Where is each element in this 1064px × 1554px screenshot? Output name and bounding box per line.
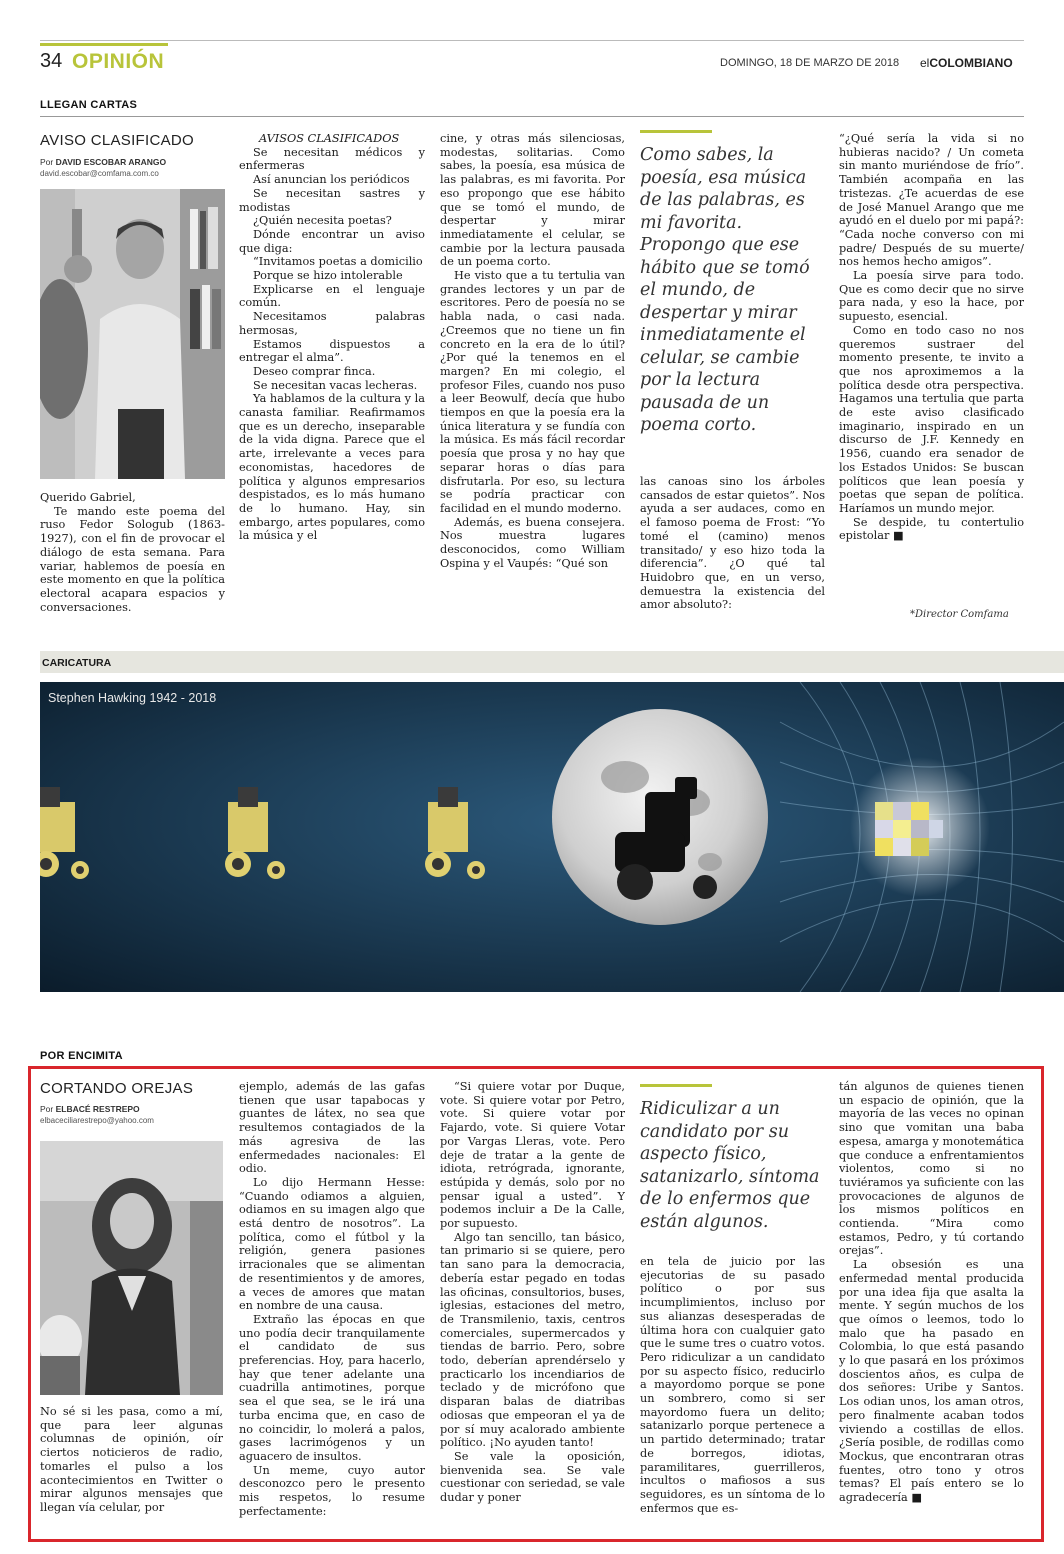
poem-line: Se necesitan vacas lecheras. — [253, 378, 418, 392]
byline-prefix: Por — [40, 1104, 56, 1114]
letters-paragraph: Como en todo caso no nos queremos sustraer del momento presente, te invito a que nos aproximemos a la política desde otra perspectiva. Hagamos una tertulia que parta de este aviso clasificado imaginario, inspirado en un discurso de J.F. Kennedy en 1956, cuando era senador de los Estados Unidos: Se buscan políticos que lean poesía y poetas que sepan de política. Haríamos un mundo mejor. — [839, 323, 1024, 515]
caricature-band — [40, 651, 1064, 673]
column2-author: ELBACÉ RESTREPO — [55, 1104, 140, 1114]
poem-line: ¿Quién necesita poetas? — [253, 214, 392, 228]
poem-line: Así anuncian los periódicos — [253, 173, 410, 187]
column2-col5 — [839, 1080, 1024, 1532]
newspaper-brand — [920, 56, 1013, 70]
letters-byline — [40, 157, 166, 167]
letters-rule — [40, 116, 1024, 117]
letters-paragraph: Ya hablamos de la cultura y la canasta familiar. Reafirmamos que es un derecho, inseparable de la vida digna. Parece que el arte, irrelevante a veces para economistas, hacedores de política y algunos empresarios despistados, es lo más humano de lo humano. Hay, sin embargo, artes populares, como la música y el — [239, 392, 425, 543]
poem-line: Estamos dispuestos a entregar el alma”. — [239, 337, 425, 365]
letters-col1-p1: Querido Gabriel, — [40, 491, 136, 504]
letters-kicker: LLEGAN CARTAS — [40, 99, 138, 111]
caricature-image — [40, 682, 1064, 992]
column2-byline — [40, 1104, 140, 1114]
letters-paragraph: “¿Qué sería la vida si no hubieras nacido? / Un cometa sin manto muriéndose de frío”. También acompaña en las tristezas. ¿Te acuerdas de ese de José Manuel Arango que me ayudó en el duelo por mi papá?: “Cada noche converso con mi padre/ Después de su muerte/ nos hemos hecho amigos”. — [839, 132, 1024, 269]
letters-col4 — [640, 475, 825, 625]
letters-email: david.escobar@comfama.com.co — [40, 169, 159, 178]
poem-line: Explicarse en el lenguaje común. — [239, 282, 425, 310]
author-photo-david — [40, 189, 225, 479]
letters-col5 — [839, 132, 1024, 612]
letters-paragraph: Además, es buena consejera. Nos muestra lugares desconocidos, como William Ospina y el Vaupés: “Qué son — [440, 515, 625, 570]
column2-paragraph: Extraño las épocas en que uno podía decir tranquilamente el candidato de sus preferencias. Hoy, para hacerlo, hay que tener adelante una cuadrilla antimotines, porque sea el que sea, se le irá una turba encima que, en caso de no coincidir, lo molerá a palos, gases lacrimógenos y un aguacero de insultos. — [239, 1312, 425, 1463]
letters-col3 — [440, 132, 625, 624]
column2-paragraph: Lo dijo Hermann Hesse: “Cuando odiamos a alguien, odiamos en su imagen algo que está dentro de nosotros”. La política, como el fútbol y la religión, genera pasiones irracionales que se alimentan de resentimientos y de amores, a veces de amores que matan en nombre de una causa. — [239, 1175, 425, 1313]
poem-line: Se necesitan sastres y modistas — [239, 186, 425, 214]
page-number: 34 — [40, 50, 63, 72]
section-title: OPINIÓN — [72, 50, 165, 73]
letters-signature: *Director Comfama — [910, 609, 1009, 620]
brand-prefix: el — [920, 56, 930, 70]
section-accent-bar — [40, 43, 168, 46]
letters-col1-p2: Te mando este poema del ruso Fedor Sologub (1863-1927), con el fin de provocar el diálogo de esta semana. Para variar, hablemos de poesía en este momento en que la política electoral acapara espacios y conversaciones. — [40, 504, 225, 614]
letters-paragraph: He visto que a tu tertulia van grandes lectores y un par de escritores. Pero de poesía no se habla nada, o casi nada. ¿Creemos que no tiene un fin concreto en la era de lo útil? ¿Por qué la tenemos en el margen? En mi colegio, el profesor Files, cuando nos puso a leer Beowulf, decía que hubo tiempos en que la poesía era la única literatura y se fundía con la música. Es más fácil recordar poesía que prosa y no hay que separar horas o días para disfrutarla. Por eso, su lectura se podría practicar con facilidad en el mundo moderno. — [440, 269, 625, 515]
column2-pull-quote: Ridiculizar a un candidato por su aspecto físico, satanizarlo, síntoma de lo enfermos que están algunos. — [640, 1099, 820, 1232]
column2-col3 — [440, 1080, 625, 1532]
caricature-illustration — [40, 682, 1064, 992]
column2-paragraph: ejemplo, además de las gafas tienen que usar tapabocas y guantes de látex, no sea que resultemos contagiados de la más agresiva de las enfermedades nacionales: El odio. — [239, 1080, 425, 1176]
letters-paragraph: las canoas sino los árboles cansados de estar quietos”. Nos ayuda a ser audaces, como en el famoso poema de Frost: “Yo tomé el (camino) menos transitado/ y eso hizo toda la diferencia”. ¿O qué tal Huidobro que, en un verso, demuestra la existencia del amor absoluto?: — [640, 475, 825, 612]
column2-paragraph: No sé si les pasa, como a mí, que para leer algunas columnas de opinión, oír ciertos noticieros de radio, tomarles el pulso a los acontecimientos en Twitter o mirar algunos mensajes que llegan vía celular, por — [40, 1405, 223, 1514]
column2-paragraph: tán algunos de quienes tienen un espacio de opinión, que la mayoría de las veces no opinan sino que vomitan una baba espesa, amarga y monotemática que conduce a enfrentamientos violentos, como si no tuviéramos ya suficiente con las provocaciones de algunos de los mismos políticos en contienda. “Mira como estamos, Pedro, y tú cortando orejas”. — [839, 1080, 1024, 1258]
column2-paragraph: Se vale la oposición, bienvenida sea. Se vale cuestionar con seriedad, se vale dudar y poner — [440, 1449, 625, 1505]
column2-paragraph: Un meme, cuyo autor desconozco pero le presento mis respetos, lo resume perfectamente: — [239, 1463, 425, 1518]
column2-paragraph: “Si quiere votar por Duque, vote. Si quiere votar por Petro, vote. Si quiere votar por Fajardo, vote. Si quiere Votar por Vargas Lleras, vote. Pero deje de tratar a la gente de idiota, retrógrada, ignorante, estúpida y demás, solo por no pensar igual a usted”. Y podemos incluir a De la Calle, por supuesto. — [440, 1080, 625, 1231]
letters-author: DAVID ESCOBAR ARANGO — [55, 157, 167, 167]
top-rule — [40, 40, 1024, 41]
poem-line: Porque se hizo intolerable — [253, 269, 403, 283]
letters-col2 — [239, 132, 425, 624]
poem-line: Dónde encontrar un aviso que diga: — [239, 227, 425, 255]
column2-kicker: POR ENCIMITA — [40, 1050, 123, 1062]
column2-col2 — [239, 1080, 425, 1532]
letters-col1 — [40, 491, 225, 626]
dateline: DOMINGO, 18 DE MARZO DE 2018 — [720, 57, 900, 69]
letters-paragraph: cine, y otras más silenciosas, modestas, solitarias. Como sabes, la poesía, esa música de las palabras, es mi favorita. Por eso propongo que ese hábito que se tomó el mundo, de despertar y mirar inmediatamente el celular, se cambie por la lectura pausada de un poema corto. — [440, 132, 625, 269]
letters-pull-quote: Como sabes, la poesía, esa música de las palabras, es mi favorita. Propongo que ese hábito que se tomó el mundo, de despertar y mirar inmediatamente el celular, se cambie por la lectura pausada de un poema corto. — [640, 145, 810, 435]
pull-quote-bar — [640, 1084, 712, 1087]
column2-paragraph: La obsesión es una enfermedad mental producida por una idea fija que asalta la mente. Y según muchos de los que oímos o leemos, todo lo malo que ha pasado en Colombia, lo que está pasando y lo que pasará en los próximos doscientos años, es culpa de dos señores: Uribe y Santos. Los odian unos, los aman otros, pero finalmente acaban todos viviendo a costillas de ellos. ¿Sería posible, de rodillas como Mockus, que encontraran otras fuentes, otro tono y otros temas? El país entero se lo agradecería ■ — [839, 1258, 1024, 1505]
column2-paragraph: en tela de juicio por las ejecutorias de su pasado político o por sus incumplimientos, incluso por sus alianzas desesperadas de última hora con cualquier gato que le sume tres o cuatro votos. Pero ridiculizar a un candidato por su aspecto físico, reducirlo a mayordomo porque se pone un sombrero, como si ser mayordomo fuera un delito; satanizarlo porque pertenece a un partido determinado; tratar de borregos, idiotas, paramilitares, guerrilleros, incultos o mafiosos a sus seguidores, es un síntoma de lo enfermos que es- — [640, 1255, 825, 1515]
caricature-kicker: CARICATURA — [42, 657, 112, 669]
column2-col1 — [40, 1405, 223, 1531]
brand-name: COLOMBIANO — [929, 56, 1013, 70]
column2-col4 — [640, 1255, 825, 1531]
letters-paragraph: La poesía sirve para todo. Que es como decir que no sirve para nada, y eso la hace, por supuesto, esencial. — [839, 269, 1024, 324]
poem-line: Deseo comprar finca. — [253, 364, 376, 378]
poem-line: “Invitamos poetas a domicilio — [253, 255, 423, 269]
poem-title: AVISOS CLASIFICADOS — [259, 132, 400, 145]
poem-line: Se necesitan médicos y enfermeras — [239, 145, 425, 173]
poem-line: Necesitamos palabras hermosas, — [239, 310, 425, 337]
column2-title: CORTANDO OREJAS — [40, 1080, 194, 1097]
pull-quote-bar — [640, 130, 712, 133]
letters-title: AVISO CLASIFICADO — [40, 132, 195, 149]
column2-paragraph: Algo tan sencillo, tan básico, tan primario si se quiere, pero tan sano para la democracia, debería estar pegado en todas las oficinas, consultorios, buses, iglesias, estaciones del metro, de Transmilenio, taxis, centros comerciales, supermercados y tiendas de barrio. Pero, sobre todo, deberían aprendérselo y practicarlo los incendiarios de teclado y de micrófono que disparan balas de diatribas odiosas que empeoran el ya de por sí muy acalorado ambiente político. ¡No ayuden tanto! — [440, 1230, 625, 1450]
caricature-caption: Stephen Hawking 1942 - 2018 — [48, 691, 217, 705]
author-photo-elbace — [40, 1141, 223, 1395]
letters-paragraph: Se despide, tu contertulio epistolar ■ — [839, 515, 1024, 543]
column2-email: elbaceciliarestrepo@yahoo.com — [40, 1116, 154, 1125]
byline-prefix: Por — [40, 157, 56, 167]
